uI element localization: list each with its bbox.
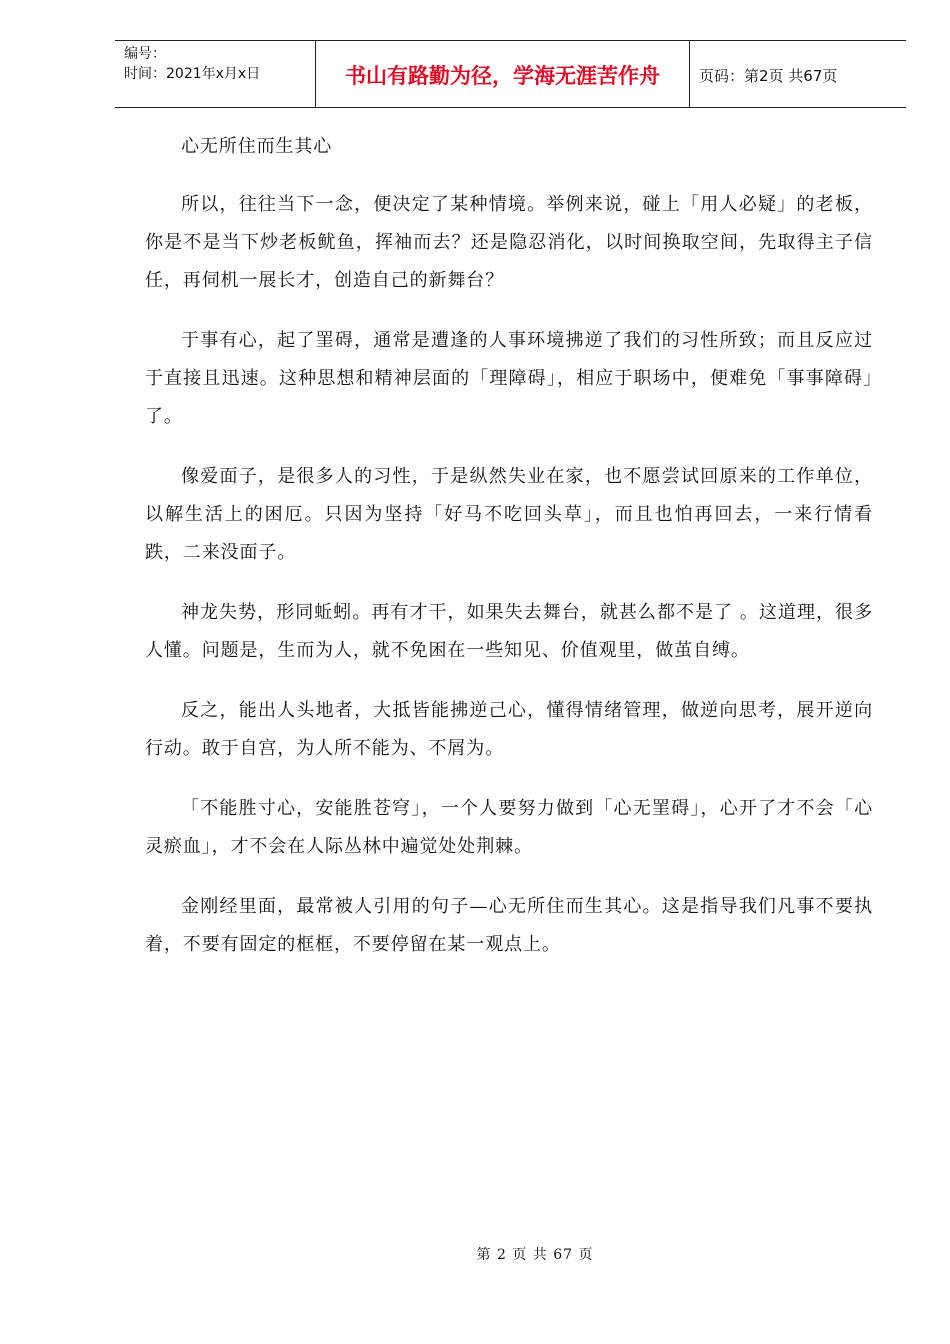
header-page-info: 页码：第2页 共67页 xyxy=(699,66,838,85)
footer-page-number: 第 2 页 共 67 页 xyxy=(476,1247,594,1263)
page-footer xyxy=(0,1244,950,1264)
article-paragraph: 反之，能出人头地者，大抵皆能拂逆己心，懂得情绪管理，做逆向思考，展开逆向行动。敢于自宫，为人所不能为、不屑为。 xyxy=(145,700,873,759)
header-motto-cell xyxy=(316,41,690,107)
serial-number-label: 编号： xyxy=(124,46,166,62)
date-label: 时间：2021年x月x日 xyxy=(124,66,261,82)
article-paragraph: 「不能胜寸心，安能胜苍穹」，一个人要努力做到「心无罣碍」，心开了才不会「心灵瘀血」，才不会在人际丛林中遍觉处处荆棘。 xyxy=(145,798,873,857)
article-paragraph: 于事有心，起了罣碍，通常是遭逢的人事环境拂逆了我们的习性所致；而且反应过于直接且迅速。这种思想和精神层面的「理障碍」，相应于职场中，便难免「事事障碍」了。 xyxy=(145,330,873,427)
header-meta-cell xyxy=(115,41,316,107)
header-page-cell xyxy=(690,41,906,107)
article-paragraph: 像爱面子，是很多人的习性，于是纵然失业在家，也不愿尝试回原来的工作单位，以解生活上的困厄。只因为坚持「好马不吃回头草」，而且也怕再回去，一来行情看跌，二来没面子。 xyxy=(145,466,873,563)
article-paragraph: 金刚经里面，最常被人引用的句子—心无所住而生其心。这是指导我们凡事不要执着，不要有固定的框框，不要停留在某一观点上。 xyxy=(145,896,873,955)
article-paragraph: 所以，往往当下一念，便决定了某种情境。举例来说，碰上「用人必疑」的老板，你是不是当下炒老板鱿鱼，挥袖而去？还是隐忍消化，以时间换取空间，先取得主子信任，再伺机一展长才，创造自己的新舞台？ xyxy=(145,194,873,291)
motto-text: 书山有路勤为径，学海无涯苦作舟 xyxy=(345,64,660,88)
article-title: 心无所住而生其心 xyxy=(181,136,333,157)
article-body xyxy=(145,128,873,986)
article-paragraph: 神龙失势，形同蚯蚓。再有才干，如果失去舞台，就甚么都不是了 。这道理，很多人懂。问题是，生而为人，就不免困在一些知见、价值观里，做茧自缚。 xyxy=(145,602,873,661)
page-header xyxy=(115,40,906,108)
